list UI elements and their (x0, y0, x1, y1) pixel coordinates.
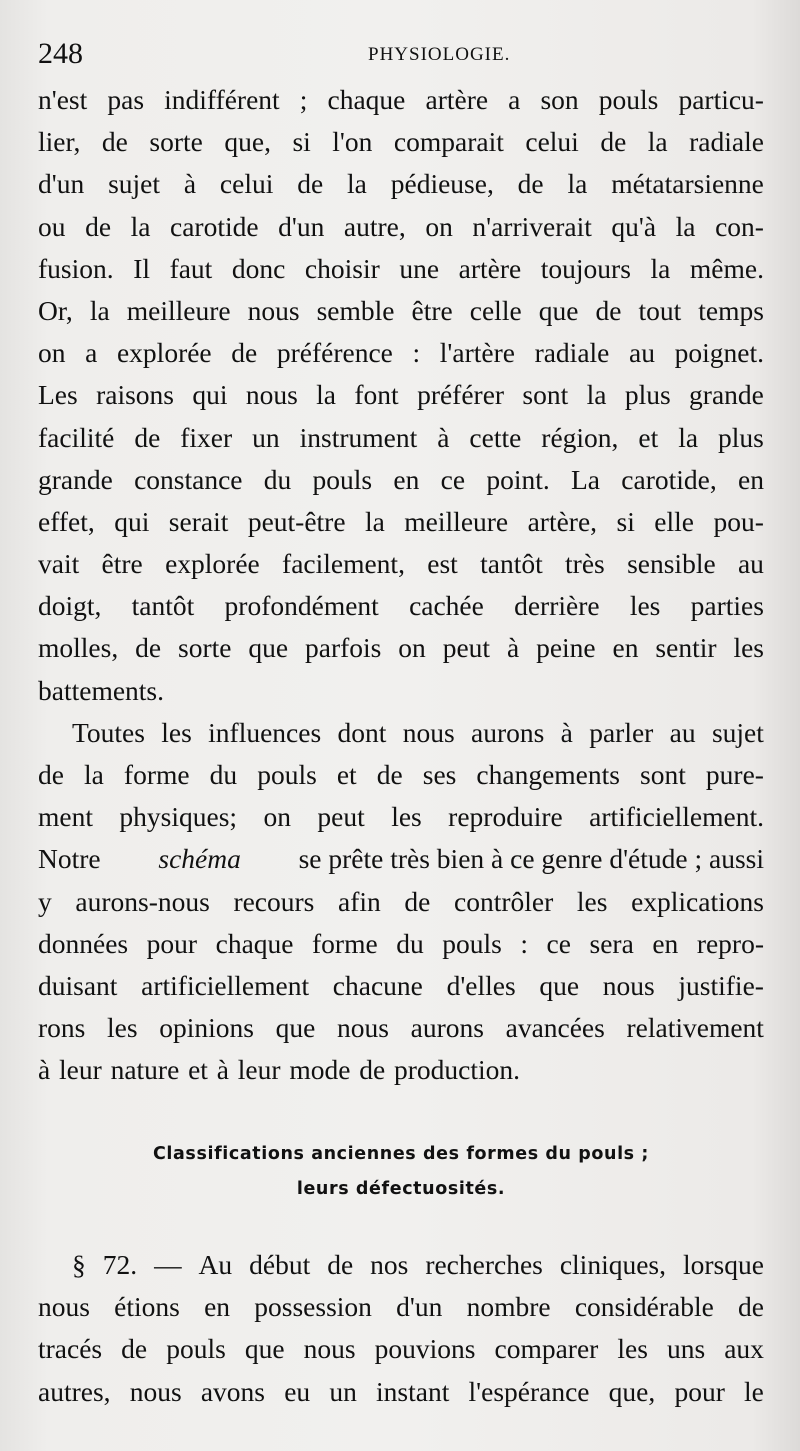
text-line: doigt, tantôt profondément cachée derrière les parties (38, 590, 764, 622)
text-line: y aurons-nous recours afin de contrôler les explications (38, 885, 764, 917)
running-head: PHYSIOLOGIE. (368, 44, 511, 65)
text-line: effet, qui serait peut-être la meilleure artère, si elle pou- (38, 505, 764, 537)
text-line: ou de la carotide d'un autre, on n'arriverait qu'à la con- (38, 210, 764, 242)
text-line: lier, de sorte que, si l'on comparait celui de la radiale (38, 126, 764, 158)
text-line-with-italic (38, 838, 764, 880)
text-line: vait être explorée facilement, est tantôt très sensible au (38, 548, 764, 580)
text-line: Toutes les influences dont nous aurons à parler au sujet (72, 716, 764, 748)
text-line: Or, la meilleure nous semble être celle que de tout temps (38, 294, 764, 326)
section-title: Classifications anciennes des formes du pouls ; (152, 1144, 649, 1164)
text-line: rons les opinions que nous aurons avancées relativement (38, 1012, 764, 1044)
page-number: 248 (38, 37, 83, 70)
text-line: n'est pas indifférent ; chaque artère a son pouls particu- (38, 84, 764, 115)
text-line: battements. (38, 674, 165, 706)
text-line: nous étions en possession d'un nombre considérable de (38, 1291, 764, 1323)
text-line: tracés de pouls que nous pouvions comparer les uns aux (38, 1333, 764, 1365)
text-line: Les raisons qui nous la font préférer sont la plus grande (38, 379, 764, 411)
page-header (38, 36, 778, 72)
section-subtitle: leurs défectuosités. (296, 1179, 506, 1199)
text-segment: se prête très bien à ce genre d'étude ; aussi (298, 843, 764, 875)
text-line: données pour chaque forme du pouls : ce sera en repro- (38, 927, 764, 959)
text-line: de la forme du pouls et de ses changements sont pure- (38, 759, 764, 790)
body-text (38, 79, 764, 1092)
text-line: fusion. Il faut donc choisir une artère toujours la même. (38, 252, 764, 284)
text-line: grande constance du pouls en ce point. La carotide, en (38, 463, 764, 495)
text-line: d'un sujet à celui de la pédieuse, de la métatarsienne (38, 168, 764, 200)
text-line: § 72. — Au début de nos recherches cliniques, lorsque (72, 1249, 764, 1280)
text-word: Notre (38, 843, 101, 875)
text-line: facilité de fixer un instrument à cette région, et la plus (38, 421, 764, 453)
text-line: autres, nous avons eu un instant l'espérance que, pour le (38, 1375, 764, 1407)
text-line: à leur nature et à leur mode de production. (38, 1054, 521, 1086)
text-line: molles, de sorte que parfois on peut à peine en sentir les (38, 632, 764, 664)
text-line: on a explorée de préférence : l'artère radiale au poignet. (38, 337, 764, 369)
text-line: duisant artificiellement chacune d'elles que nous justifie- (38, 969, 764, 1001)
text-line: ment physiques; on peut les reproduire artificiellement. (38, 801, 764, 833)
body-text-section (38, 1244, 764, 1413)
italic-term: schéma (158, 843, 241, 875)
